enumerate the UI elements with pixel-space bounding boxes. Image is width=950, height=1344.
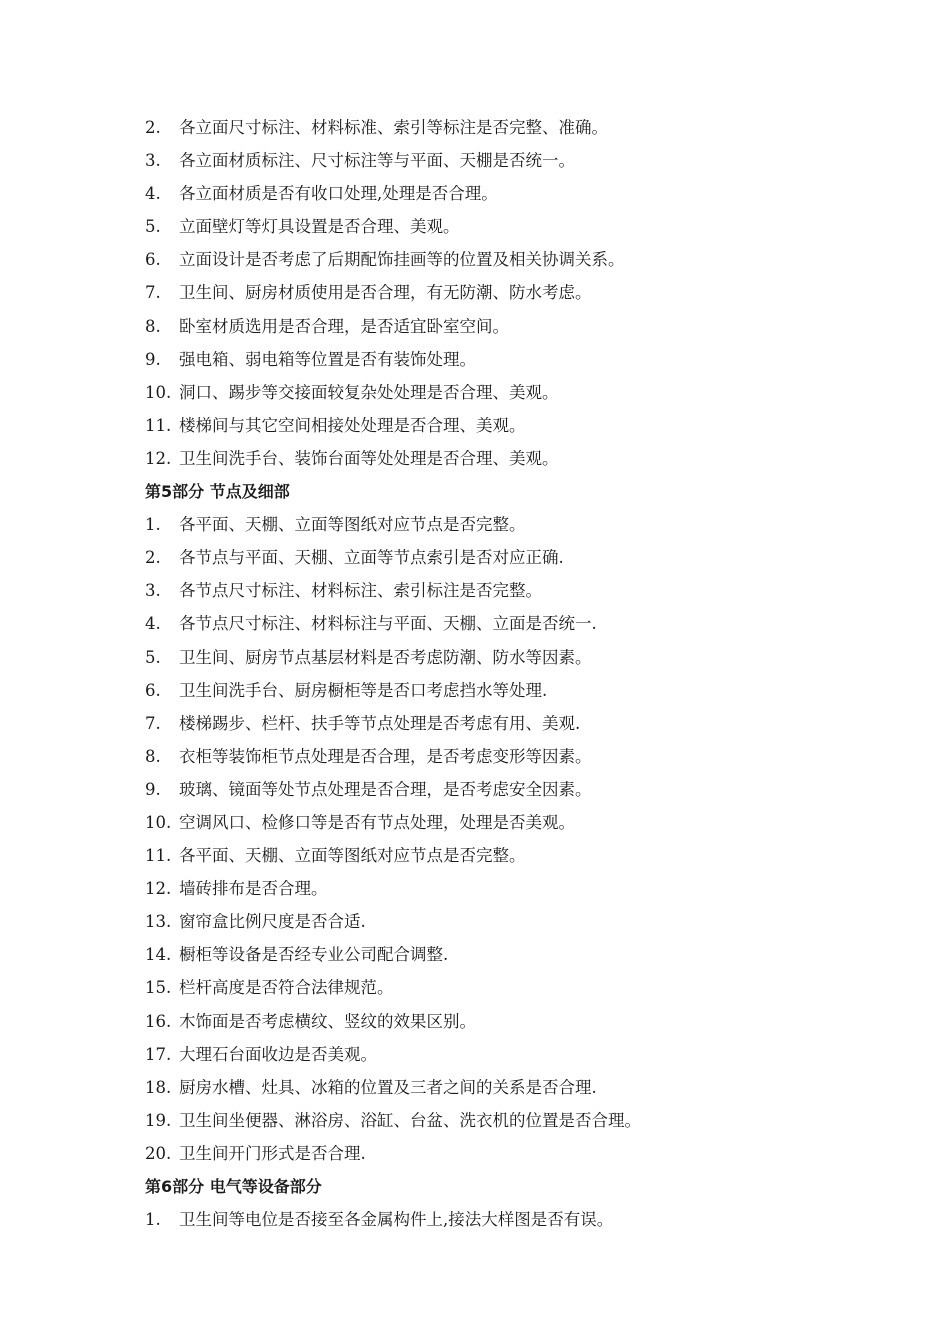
item-number: 14. [145,945,172,965]
list-item [145,806,905,839]
item-number: 11. [145,846,172,866]
item-number: 6. [145,680,161,700]
list-item [145,1071,905,1104]
item-number: 4. [145,614,161,634]
item-text: 卫生间等电位是否接至各金属构件上,接法大样图是否有误。 [179,1210,614,1230]
item-number: 15. [145,978,172,998]
list-item [145,872,905,905]
item-number: 8. [145,746,161,766]
item-number: 12. [145,448,172,468]
item-text: 各立面材质是否有收口处理,处理是否合理。 [179,184,498,204]
item-text: 木饰面是否考虑横纹、竖纹的效果区别。 [179,1011,476,1031]
item-number: 13. [145,912,172,932]
item-number: 5. [145,217,161,237]
item-number: 9. [145,349,161,369]
item-number: 7. [145,283,161,303]
item-text: 强电箱、弱电箱等位置是否有装饰处理。 [179,349,476,369]
list-item [145,177,905,210]
item-number: 20. [145,1143,172,1163]
list-item [145,409,905,442]
list-item [145,310,905,343]
list-item [145,111,905,144]
item-number: 9. [145,779,161,799]
item-text: 橱柜等设备是否经专业公司配合调整. [179,945,449,965]
item-text: 卫生间、厨房材质使用是否合理，有无防潮、防水考虑。 [179,283,592,303]
list-item [145,938,905,971]
item-number: 1. [145,515,161,535]
item-text: 楼梯间与其它空间相接处处理是否合理、美观。 [179,415,526,435]
list-item [145,574,905,607]
item-text: 各节点尺寸标注、材料标注与平面、天棚、立面是否统一. [179,614,597,634]
item-number: 2. [145,548,161,568]
item-text: 卫生间洗手台、厨房橱柜等是否口考虑挡水等处理. [179,680,548,700]
elevation-checklist [145,111,905,475]
item-text: 卫生间洗手台、装饰台面等处处理是否合理、美观。 [179,448,559,468]
item-text: 卫生间坐便器、淋浴房、浴缸、台盆、洗衣机的位置是否合理。 [179,1110,641,1130]
item-number: 5. [145,647,161,667]
item-text: 各节点与平面、天棚、立面等节点索引是否对应正确. [179,548,564,568]
item-text: 厨房水槽、灶具、冰箱的位置及三者之间的关系是否合理. [179,1077,597,1097]
item-number: 18. [145,1077,172,1097]
list-item [145,707,905,740]
item-text: 洞口、踢步等交接面较复杂处处理是否合理、美观。 [179,382,559,402]
list-item [145,905,905,938]
list-item [145,442,905,475]
list-item [145,607,905,640]
list-item [145,641,905,674]
list-item [145,1005,905,1038]
item-number: 10. [145,812,172,832]
list-item [145,508,905,541]
item-text: 窗帘盒比例尺度是否合适. [179,912,366,932]
item-number: 2. [145,118,161,137]
list-item [145,1038,905,1071]
section-6-heading: 第6部分 电气等设备部分 [145,1177,322,1196]
item-number: 3. [145,151,161,171]
item-number: 4. [145,184,161,204]
item-text: 立面设计是否考虑了后期配饰挂画等的位置及相关协调关系。 [179,250,625,270]
item-number: 17. [145,1044,172,1064]
list-item [145,839,905,872]
item-number: 7. [145,713,161,733]
item-text: 楼梯踢步、栏杆、扶手等节点处理是否考虑有用、美观. [179,713,581,733]
list-item [145,144,905,177]
document-body [145,111,905,1236]
item-text: 卧室材质选用是否合理，是否适宜卧室空间。 [179,316,509,336]
item-text: 卫生间开门形式是否合理. [179,1143,366,1163]
item-text: 墙砖排布是否合理。 [179,879,328,899]
item-text: 卫生间、厨房节点基层材料是否考虑防潮、防水等因素。 [179,647,592,667]
item-number: 11. [145,415,172,435]
item-number: 12. [145,879,172,899]
item-text: 玻璃、镜面等处节点处理是否合理，是否考虑安全因素。 [179,779,592,799]
list-item [145,276,905,309]
list-item [145,243,905,276]
item-text: 立面壁灯等灯具设置是否合理、美观。 [179,217,460,237]
item-text: 各立面尺寸标注、材料标准、索引等标注是否完整、准确。 [179,118,608,137]
item-text: 衣柜等装饰柜节点处理是否合理，是否考虑变形等因素。 [179,746,592,766]
list-item [145,376,905,409]
item-number: 19. [145,1110,172,1130]
section-5-heading: 第5部分 节点及细部 [145,482,290,502]
list-item [145,773,905,806]
list-item [145,740,905,773]
list-item [145,1104,905,1137]
list-item [145,541,905,574]
item-text: 各立面材质标注、尺寸标注等与平面、天棚是否统一。 [179,151,575,171]
item-text: 各平面、天棚、立面等图纸对应节点是否完整。 [179,515,526,535]
list-item [145,343,905,376]
item-text: 各平面、天棚、立面等图纸对应节点是否完整。 [179,846,526,866]
item-text: 栏杆高度是否符合法律规范。 [179,978,394,998]
list-item [145,1203,905,1236]
item-text: 空调风口、检修口等是否有节点处理，处理是否美观。 [179,812,575,832]
list-item [145,971,905,1004]
section-5-checklist [145,508,905,1170]
item-number: 6. [145,250,161,270]
list-item [145,1137,905,1170]
item-number: 3. [145,581,161,601]
section-6-checklist [145,1203,905,1236]
item-number: 16. [145,1011,172,1031]
item-number: 10. [145,382,172,402]
list-item [145,674,905,707]
item-text: 大理石台面收边是否美观。 [179,1044,377,1064]
item-number: 8. [145,316,161,336]
item-text: 各节点尺寸标注、材料标注、索引标注是否完整。 [179,581,542,601]
list-item [145,210,905,243]
item-number: 1. [145,1210,161,1230]
